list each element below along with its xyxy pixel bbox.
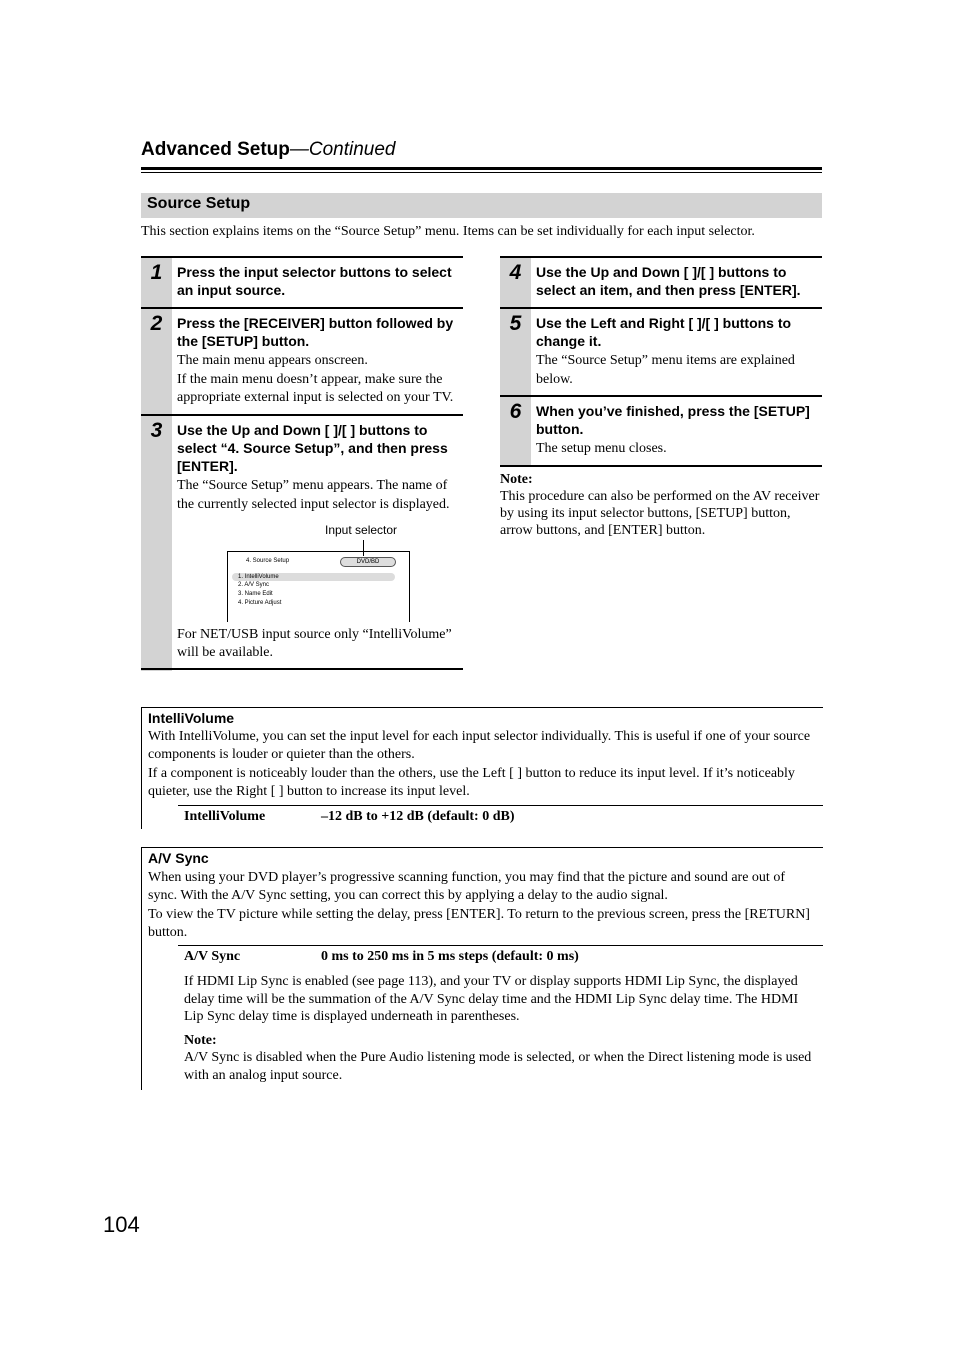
param-title: A/V Sync <box>148 850 209 866</box>
step-number-box: 4 <box>500 258 531 308</box>
param-paragraph: If a component is noticeably louder than the others, use the Left [ ] button to reduce its input level. If it’s noticeably quieter, use the Right [ ] button to increase its input level. <box>148 766 795 799</box>
param-extra <box>184 973 817 1084</box>
osd-item: 2. A/V Sync <box>238 582 270 588</box>
step-4 <box>500 256 822 308</box>
param-title: IntelliVolume <box>148 710 235 726</box>
page-header <box>141 139 822 173</box>
section-intro: This section explains items on the “Source Setup” menu. Items can be set individually for each input selector. <box>141 224 755 239</box>
header-rule <box>141 167 822 170</box>
step-number-box: 5 <box>500 309 531 396</box>
av-sync-section <box>141 847 823 1090</box>
section-title: Source Setup <box>147 195 251 212</box>
param-range-key: A/V Sync <box>184 949 241 964</box>
intellivolume-section <box>141 707 823 829</box>
step-number-box: 2 <box>141 309 172 415</box>
source-setup-screen-illustration <box>187 520 427 624</box>
param-body <box>148 728 817 802</box>
page-number: 104 <box>103 1212 140 1237</box>
note-text: A/V Sync is disabled when the Pure Audio listening mode is selected, or when the Direct listening mode is used with an analog input source. <box>184 1050 812 1083</box>
osd-item: 3. Name Edit <box>238 591 273 597</box>
step-number-box: 3 <box>141 416 172 671</box>
step-6 <box>500 395 822 467</box>
note-text: This procedure can also be performed on the AV receiver by using its input selector buttons, [SETUP] button, arrow buttons, and [ENTER] button. <box>500 489 820 538</box>
osd-item: 1. IntelliVolume <box>238 574 279 580</box>
osd-input-selector: DVD/BD <box>340 557 396 567</box>
step-5 <box>500 307 822 396</box>
step-heading: Press the [RECEIVER] button followed by the [SETUP] button. <box>177 315 454 349</box>
step-bottom-rule <box>141 668 463 670</box>
osd-menu <box>227 551 410 622</box>
step-text: The “Source Setup” menu appears. The name of the currently selected input selector is displayed. <box>177 478 450 512</box>
step-text: If the main menu doesn’t appear, make sure the appropriate external input is selected on your TV. <box>177 371 454 405</box>
step-text: The main menu appears onscreen. <box>177 353 368 368</box>
param-paragraph: With IntelliVolume, you can set the input level for each input selector individually. This is useful if one of your source components is louder or quieter than the others. <box>148 729 811 762</box>
step-text: The setup menu closes. <box>536 441 667 456</box>
step-heading: Use the Up and Down [ ]/[ ] buttons to select an item, and then press [ENTER]. <box>536 264 801 298</box>
param-range-row <box>178 945 823 970</box>
osd-item: 4. Picture Adjust <box>238 600 282 606</box>
step-1 <box>141 256 463 308</box>
param-paragraph: When using your DVD player’s progressive scanning function, you may find that the picture and sound are out of sync. With the A/V Sync setting, you can correct this by applying a delay to the audio signal. <box>148 870 785 903</box>
param-range-row <box>178 805 823 830</box>
step-text: The “Source Setup” menu items are explained below. <box>536 353 795 387</box>
section-title-bar <box>141 193 822 218</box>
input-selector-callout: Input selector <box>325 523 398 537</box>
param-range-value: –12 dB to +12 dB (default: 0 dB) <box>321 809 515 824</box>
param-paragraph: To view the TV picture while setting the delay, press [ENTER]. To return to the previous screen, press the [RETURN] button. <box>148 907 810 940</box>
step-text: For NET/USB input source only “IntelliVolume” will be available. <box>177 627 452 660</box>
procedure-note <box>500 471 825 539</box>
step-heading: Use the Left and Right [ ]/[ ] buttons to change it. <box>536 315 792 349</box>
step-2 <box>141 307 463 415</box>
step-bottom-rule <box>500 465 822 467</box>
step-heading: When you’ve finished, press the [SETUP] button. <box>536 403 810 437</box>
note-heading: Note: <box>500 472 533 487</box>
step-number-box: 6 <box>500 397 531 467</box>
osd-title: 4. Source Setup <box>246 558 290 564</box>
header-title: Advanced Setup—Continued <box>141 139 396 160</box>
step-heading: Press the input selector buttons to select an input source. <box>177 264 452 298</box>
param-range-key: IntelliVolume <box>184 809 266 824</box>
param-body <box>148 869 817 943</box>
param-range-value: 0 ms to 250 ms in 5 ms steps (default: 0 ms) <box>321 949 579 964</box>
param-paragraph: If HDMI Lip Sync is enabled (see page 113), and your TV or display supports HDMI Lip Sync, the displayed delay time will be the summation of the A/V Sync delay time and the HDMI Lip Sync delay time. The HDMI Lip Sync delay time is displayed underneath in parentheses. <box>184 974 799 1024</box>
step-number-box: 1 <box>141 258 172 308</box>
header-rule-thin <box>141 172 822 173</box>
step-heading: Use the Up and Down [ ]/[ ] buttons to select “4. Source Setup”, and then press [ENTER]. <box>177 422 448 474</box>
note-heading: Note: <box>184 1032 217 1048</box>
